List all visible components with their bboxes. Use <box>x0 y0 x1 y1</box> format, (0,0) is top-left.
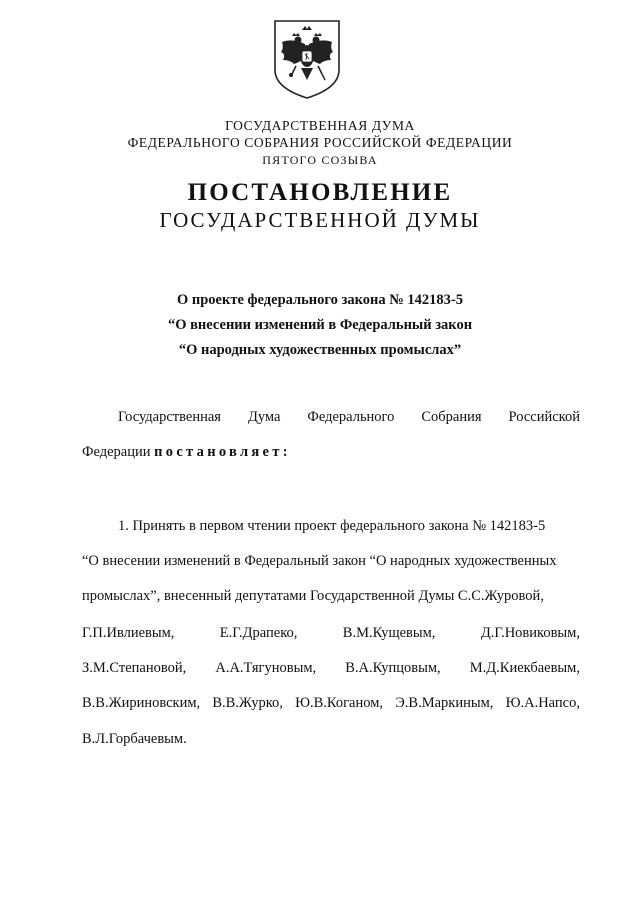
header-line-convocation: ПЯТОГО СОЗЫВА <box>262 153 378 167</box>
subject-line-3: “О народных художественных промыслах” <box>178 342 462 358</box>
item1-line-3: промыслах”, внесенный депутатами Государственной Думы С.С.Журовой, <box>82 588 544 604</box>
item1-line-1: 1. Принять в первом чтении проект федерального закона № 142183-5 <box>118 518 546 534</box>
item1-line-6 <box>82 694 580 712</box>
deputy-name: Е.Г.Драпеко, <box>219 625 298 641</box>
deputy-name: А.А.Тягуновым, <box>215 660 317 676</box>
deputy-name: Ю.А.Напсо, <box>505 695 580 711</box>
header-line-federal-assembly: ФЕДЕРАЛЬНОГО СОБРАНИЯ РОССИЙСКОЙ ФЕДЕРАЦИИ <box>127 135 513 150</box>
intro-word: Государственная <box>118 409 221 425</box>
subject-line-1: О проекте федерального закона № 142183-5 <box>176 292 464 308</box>
item1-line-2: “О внесении изменений в Федеральный закон “О народных художественных <box>82 553 557 569</box>
deputy-name: Э.В.Маркиным, <box>395 695 494 711</box>
intro-word: Дума <box>247 409 281 425</box>
document-title: ПОСТАНОВЛЕНИЕ <box>187 179 453 206</box>
deputy-name: М.Д.Киекбаевым, <box>469 660 580 676</box>
deputy-name: В.А.Купцовым, <box>345 660 441 676</box>
resolves-word: постановляет: <box>154 444 291 460</box>
intro-line-2 <box>82 443 580 461</box>
subject-line-2: “О внесении изменений в Федеральный закон <box>167 317 473 333</box>
deputy-name: Ю.В.Коганом, <box>295 695 384 711</box>
deputy-name: Г.П.Ивлиевым, <box>82 625 175 641</box>
header-line-duma: ГОСУДАРСТВЕННАЯ ДУМА <box>225 118 415 133</box>
deputy-name: В.В.Журко, <box>212 695 283 711</box>
deputy-name: В.М.Кущевым, <box>342 625 436 641</box>
intro-line-1 <box>118 408 580 426</box>
deputy-name: З.М.Степановой, <box>82 660 187 676</box>
deputy-name: В.В.Жириновским, <box>82 695 201 711</box>
item1-line-5 <box>82 659 580 677</box>
item1-line-7: В.Л.Горбачевым. <box>82 731 187 747</box>
intro-federation-word: Федерации <box>82 444 151 460</box>
document-subtitle: ГОСУДАРСТВЕННОЙ ДУМЫ <box>159 208 481 232</box>
intro-word: Собрания <box>421 409 482 425</box>
intro-word: Федерального <box>307 409 395 425</box>
deputy-name: Д.Г.Новиковым, <box>480 625 580 641</box>
coat-of-arms-icon <box>272 18 342 100</box>
intro-word: Российской <box>508 409 580 425</box>
item1-line-4 <box>82 624 580 642</box>
